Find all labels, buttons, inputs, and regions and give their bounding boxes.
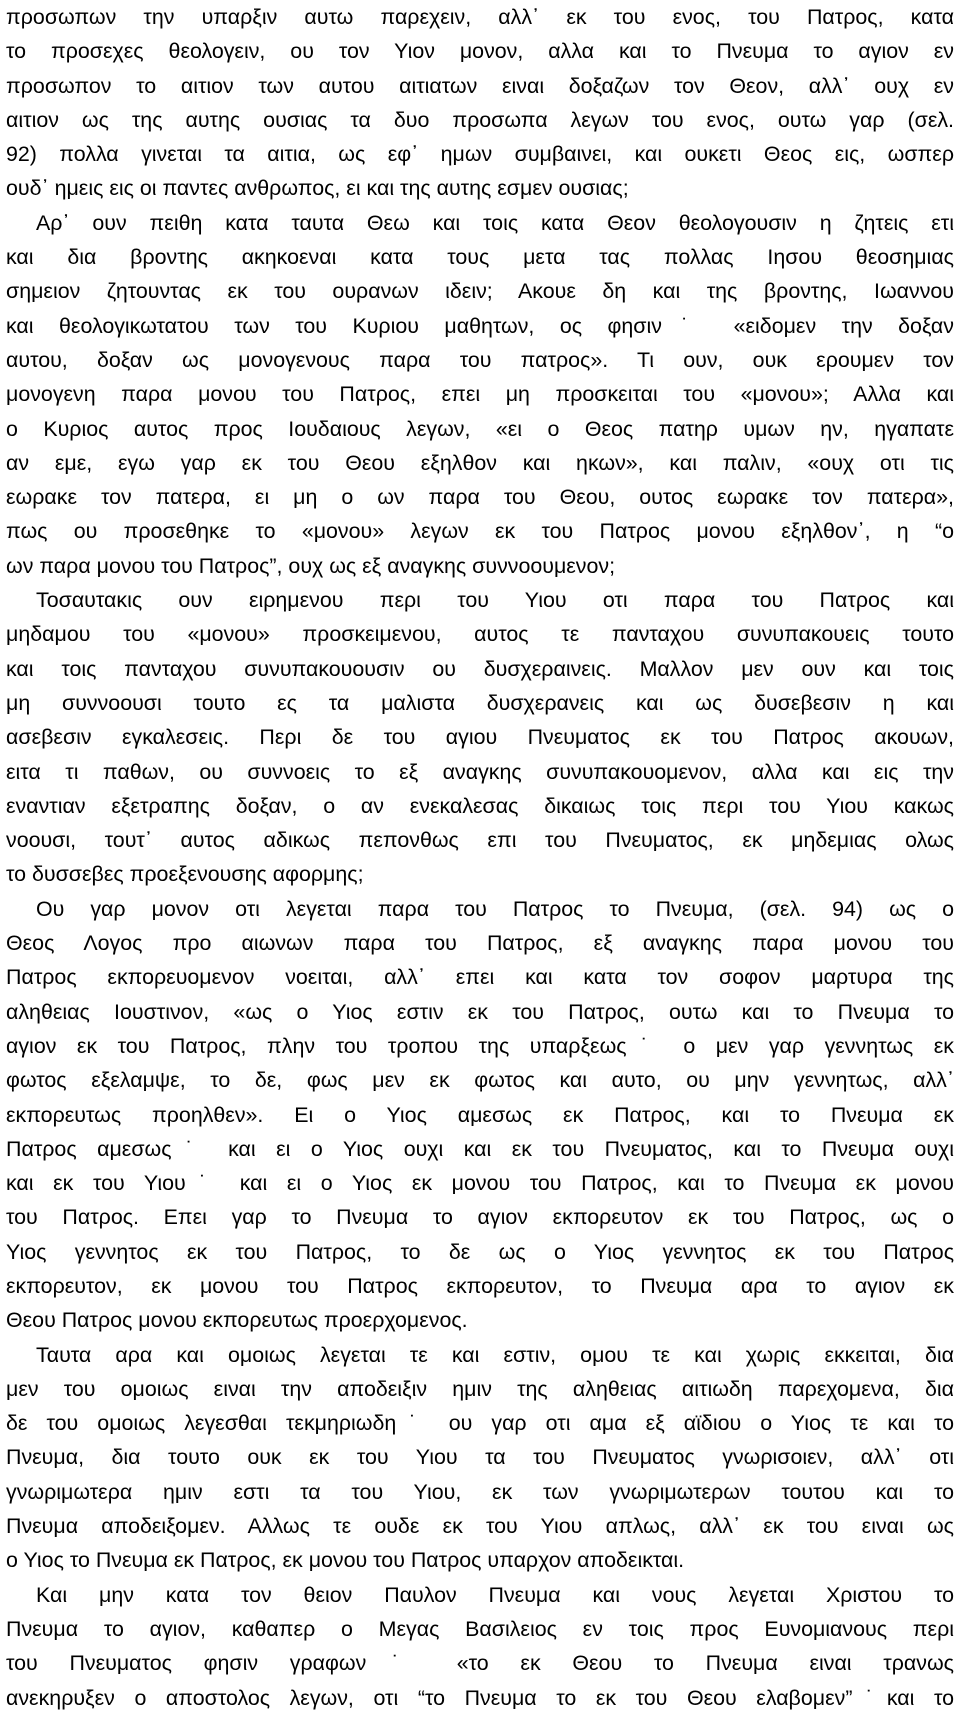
text-line: Πατρος αμεσως˙ και ει ο Υιος ουχι και εκ του Πνευματος, και το Πνευμα ουχι [6,1136,954,1161]
text-line: αυτου, δοξαν ως μονογενους παρα του πατρος». Τι ουν, ουκ ερουμεν τον [6,347,954,372]
text-line: εναντιαν εξετραπης δοξαν, ο αν ενεκαλεσας δικαιως τοις περι του Υιου κακως [6,793,954,818]
text-line: Και μην κατα τον θειον Παυλον Πνευμα και νους λεγεται Χριστου το [36,1582,954,1607]
paragraph [6,1578,954,1715]
text-line: Αρ᾽ ουν πειθη κατα ταυτα Θεω και τοις κατα Θεον θεολογουσιν η ζητεις ετι [36,210,954,235]
paragraph [6,583,954,892]
text-line: Πατρος εκπορευομενον νοειται, αλλ᾽ επει και κατα τον σοφον μαρτυρα της [6,965,954,990]
text-line: Πνευμα το αγιον, καθαπερ ο Μεγας Βασιλειος εν τοις προς Ευνομιανους περι [6,1616,954,1641]
text-line: προσωπον το αιτιον των αυτου αιτιατων ειναι δοξαζων τον Θεον, αλλ᾽ ουχ εν [6,73,954,98]
text-line: το δυσσεβες προεξενουσης αφορμης; [6,862,364,887]
text-line: Πνευμα αποδειξομεν. Αλλως τε ουδε εκ του Υιου απλως, αλλ᾽ εκ του ειναι ως [6,1514,954,1539]
text-line: εκπορευτως προηλθεν». Ει ο Υιος αμεσως εκ Πατρος, και το Πνευμα εκ [6,1102,954,1127]
text-line: Υιος γεννητος εκ του Πατρος, το δε ως ο Υιος γεννητος εκ του Πατρος [6,1239,954,1264]
text-line: Πνευμα, δια τουτο ουκ εκ του Υιου τα του Πνευματος γνωρισοιεν, αλλ᾽ οτι [6,1445,954,1470]
text-line: και εκ του Υιου˙ και ει ο Υιος εκ μονου του Πατρος, και το Πνευμα εκ μονου [6,1171,954,1196]
text-line: αληθειας Ιουστινον, «ως ο Υιος εστιν εκ του Πατρος, ουτω και το Πνευμα το [6,999,954,1024]
text-line: μη συννοουσι τουτο ες τα μαλιστα δυσχερανεις και ως δυσεβεσιν η και [6,690,954,715]
text-line: αν εμε, εγω γαρ εκ του Θεου εξηλθον και ηκων», και παλιν, «ουχ οτι τις [6,450,954,475]
text-line: Θεος Λογος προ αιωνων παρα του Πατρος, εξ αναγκης παρα μονου του [6,931,954,956]
text-line: του Πνευματος φησιν γραφων˙ «το εκ Θεου το Πνευμα ειναι τρανως [6,1651,954,1676]
text-line: νοουσι, τουτ᾽ αυτος αδικως πεπονθως επι του Πνευματος, εκ μηδεμιας ολως [6,828,954,853]
text-line: προσωπων την υπαρξιν αυτω παρεχειν, αλλ᾽ εκ του ενος, του Πατρος, κατα [6,5,954,29]
text-line: ασεβεσιν εγκαλεσεις. Περι δε του αγιου Πνευματος εκ του Πατρος ακουων, [6,725,954,750]
text-line: δε του ομοιως λεγεσθαι τεκμηριωδη˙ ου γαρ οτι αμα εξ αϊδιου ο Υιος τε και το [6,1411,954,1436]
text-line: του Πατρος. Επει γαρ το Πνευμα το αγιον εκπορευτον εκ του Πατρος, ως ο [6,1205,954,1230]
text-line: μονογενη παρα μονου του Πατρος, επει μη προσκειται του «μονου»; Αλλα και [6,382,954,407]
document-page [6,0,954,1715]
text-line: και δια βροντης ακηκοεναι κατα τους μετα τας πολλας Ιησου θεοσημιας [6,245,954,270]
text-line: πως ου προσεθηκε το «μονου» λεγων εκ του Πατρος μονου εξηλθον᾽, η “ο [6,519,954,544]
text-line: Θεου Πατρος μονου εκπορευτως προερχομενος. [6,1308,468,1333]
text-line: αιτιον ως της αυτης ουσιας τα δυο προσωπα λεγων του ενος, ουτω γαρ (σελ. [6,107,954,132]
text-line: το προσεχες θεολογειν, ου τον Υιον μονον, αλλα και το Πνευμα το αγιον εν [6,39,954,64]
paragraph [6,0,954,206]
text-line: και θεολογικωτατου των του Κυριου μαθητων, ος φησιν˙ «ειδομεν την δοξαν [6,313,954,338]
text-line: μεν του ομοιως ειναι την αποδειξιν ημιν της αληθειας αιτιωδη παρεχομενα, δια [6,1376,954,1401]
text-line: 92) πολλα γινεται τα αιτια, ως εφ᾽ ημων συμβαινει, και ουκετι Θεος εις, ωσπερ [6,142,954,167]
paragraph [6,1338,954,1578]
text-line: ουδ᾽ ημεις εις οι παντες ανθρωπος, ει και της αυτης εσμεν ουσιας; [6,176,629,201]
text-line: σημειον ζητουντας εκ του ουρανων ιδειν; Ακουε δη και της βροντης, Ιωαννου [6,279,954,304]
text-line: ων παρα μονου του Πατρος”, ουχ ως εξ αναγκης συννοουμενον; [6,553,616,578]
paragraph [6,892,954,1338]
text-line: Ταυτα αρα και ομοιως λεγεται τε και εστιν, ομου τε και χωρις εκκειται, δια [36,1342,954,1367]
text-line: γνωριμωτερα ημιν εστι τα του Υιου, εκ των γνωριμωτερων τουτου και το [6,1479,954,1504]
text-line: εωρακε τον πατερα, ει μη ο ων παρα του Θεου, ουτος εωρακε τον πατερα», [6,485,954,510]
text-line: Ου γαρ μονον οτι λεγεται παρα του Πατρος το Πνευμα, (σελ. 94) ως ο [36,896,954,921]
text-line: ο Κυριος αυτος προς Ιουδαιους λεγων, «ει ο Θεος πατηρ υμων ην, ηγαπατε [6,416,954,441]
text-line: ειτα τι παθων, ου συννοεις το εξ αναγκης συνυπακουομενον, αλλα και εις την [6,759,954,784]
text-line: μηδαμου του «μονου» προσκειμενου, αυτος τε πανταχου συνυπακουεις τουτο [6,622,954,647]
text-line: ο Υιος το Πνευμα εκ Πατρος, εκ μονου του Πατρος υπαρχον αποδεικται. [6,1548,685,1573]
text-line: εκπορευτον, εκ μονου του Πατρος εκπορευτον, το Πνευμα αρα το αγιον εκ [6,1273,954,1298]
text-line: ανεκηρυξεν ο αποστολος λεγων, οτι “το Πνευμα το εκ του Θεου ελαβομεν”˙και το [6,1685,954,1710]
text-line: Τοσαυτακις ουν ειρημενου περι του Υιου οτι παρα του Πατρος και [36,588,954,613]
text-line: και τοις πανταχου συνυπακουουσιν ου δυσχεραινεις. Μαλλον μεν ουν και τοις [6,656,954,681]
paragraph [6,206,954,583]
text-line: αγιον εκ του Πατρος, πλην του τροπου της υπαρξεως˙ ο μεν γαρ γεννητως εκ [6,1033,954,1058]
text-line: φωτος εξελαμψε, το δε, φως μεν εκ φωτος και αυτο, ου μην γεννητως, αλλ᾽ [6,1068,954,1093]
